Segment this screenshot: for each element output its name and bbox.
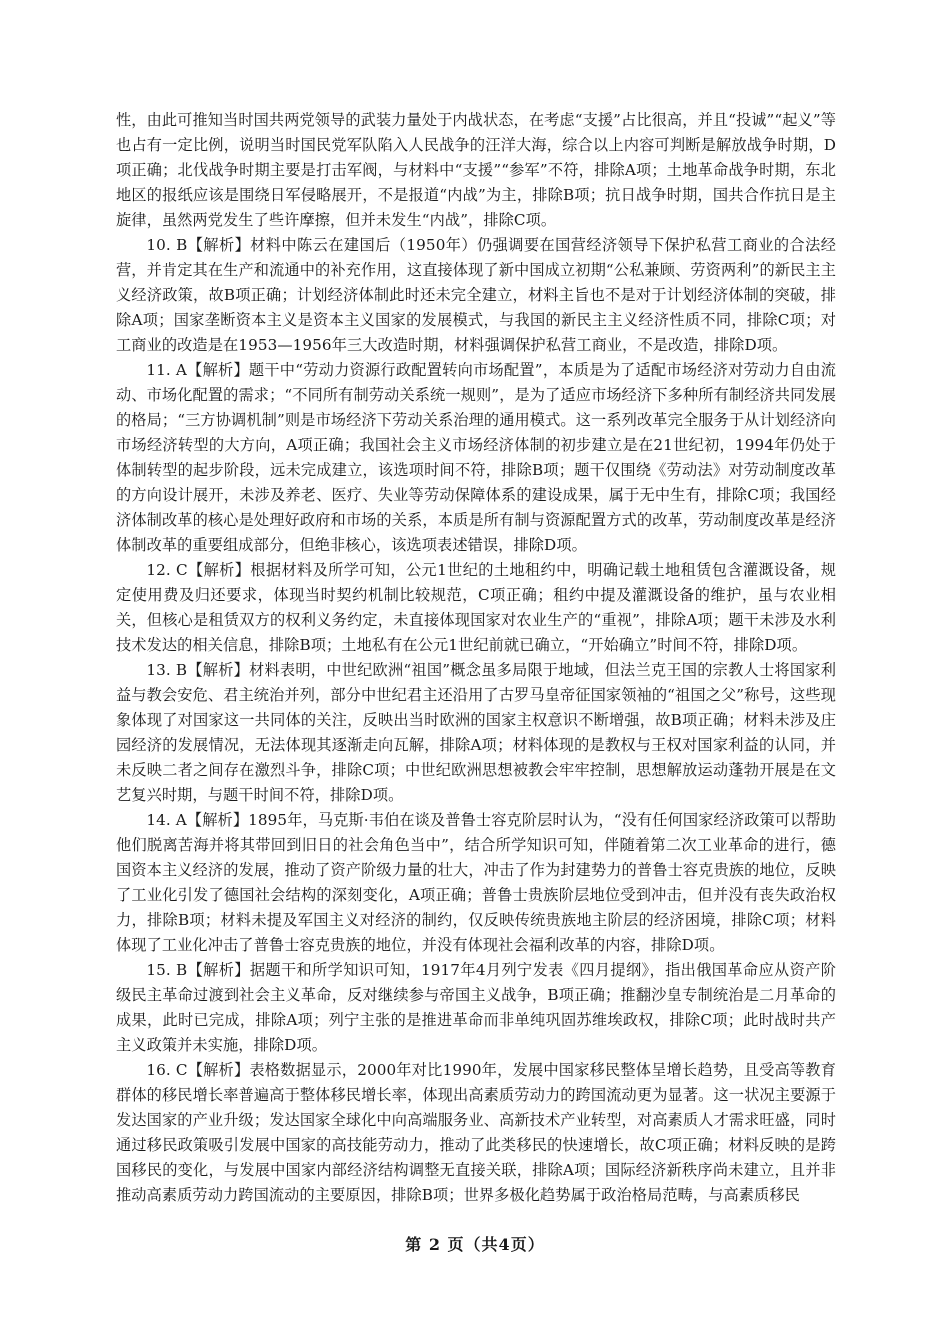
- paragraph-q14: 14. A【解析】1895年，马克斯·韦伯在谈及普鲁士容克阶层时认为，“没有任何国家经济政策可以帮助他们脱离苦海并将其带回到旧日的社会角色当中”，结合所学知识可知，伴随着第二次工业革命的进行，德国资本主义经济的发展，推动了资产阶级力量的壮大，冲击了作为封建势力的普鲁士容克贵族的地位，反映了工业化引发了德国社会结构的深刻变化，A项正确；普鲁士贵族阶层地位受到冲击，但并没有丧失政治权力，排除B项；材料未提及军国主义对经济的制约，仅反映传统贵族地主阶层的经济困境，排除C项；材料体现了工业化冲击了普鲁士容克贵族的地位，并没有体现社会福利改革的内容，排除D项。: [116, 811, 836, 954]
- paragraph-q16: 16. C【解析】表格数据显示，2000年对比1990年，发展中国家移民整体呈增长趋势，且受高等教育群体的移民增长率普遍高于整体移民增长率，体现出高素质劳动力的跨国流动更为显著。这一状况主要源于发达国家的产业升级；发达国家全球化中向高端服务业、高新技术产业转型，对高素质人才需求旺盛，同时通过移民政策吸引发展中国家的高技能劳动力，推动了此类移民的快速增长，故C项正确；材料反映的是跨国移民的变化，与发展中国家内部经济结构调整无直接关联，排除A项；国际经济新秩序尚未建立，且并非推动高素质劳动力跨国流动的主要原因，排除B项；世界多极化趋势属于政治格局范畴，与高素质移民: [116, 1061, 836, 1204]
- paragraph-q10: 10. B【解析】材料中陈云在建国后（1950年）仍强调要在国营经济领导下保护私营工商业的合法经营，并肯定其在生产和流通中的补充作用，这直接体现了新中国成立初期“公私兼顾、劳资两利”的新民主主义经济政策，故B项正确；计划经济体制此时还未完全建立，材料主旨也不是对于计划经济体制的突破，排除A项；国家垄断资本主义是资本主义国家的发展模式，与我国的新民主主义经济性质不同，排除C项；对工商业的改造是在1953—1956年三大改造时期，材料强调保护私营工商业，不是改造，排除D项。: [116, 236, 836, 354]
- paragraph-q12: 12. C【解析】根据材料及所学可知，公元1世纪的土地租约中，明确记载土地租赁包含灌溉设备，规定使用费及归还要求，体现当时契约机制比较规范，C项正确；租约中提及灌溉设备的维护，虽与农业相关，但核心是租赁双方的权利义务约定，未直接体现国家对农业生产的“重视”，排除A项；题干未涉及水利技术发达的相关信息，排除B项；土地私有在公元1世纪前就已确立，“开始确立”时间不符，排除D项。: [116, 561, 836, 654]
- paragraph-q9-continued: 性，由此可推知当时国共两党领导的武装力量处于内战状态，在考虑“支援”占比很高，并且“投诚”“起义”等也占有一定比例，说明当时国民党军队陷入人民战争的汪洋大海，综合以上内容可判断是解放战争时期，D项正确；北伐战争时期主要是打击军阀，与材料中“支援”“参军”不符，排除A项；土地革命战争时期，东北地区的报纸应该是围绕日军侵略展开，不是报道“内战”为主，排除B项；抗日战争时期，国共合作抗日是主旋律，虽然两党发生了些许摩擦，但并未发生“内战”，排除C项。: [116, 111, 836, 229]
- paragraph-q15: 15. B【解析】据题干和所学知识可知，1917年4月列宁发表《四月提纲》，指出俄国革命应从资产阶级民主革命过渡到社会主义革命，反对继续参与帝国主义战争，B项正确；推翻沙皇专制统治是二月革命的成果，此时已完成，排除A项；列宁主张的是推进革命而非单纯巩固苏维埃政权，排除C项；此时战时共产主义政策并未实施，排除D项。: [116, 961, 836, 1054]
- paragraph-q11: 11. A【解析】题干中“劳动力资源行政配置转向市场配置”，本质是为了适配市场经济对劳动力自由流动、市场化配置的需求；“不同所有制劳动关系统一规则”，是为了适应市场经济下多种所有制经济共同发展的格局；“三方协调机制”则是市场经济下劳动关系治理的通用模式。这一系列改革完全服务于从计划经济向市场经济转型的大方向，A项正确；我国社会主义市场经济体制的初步建立是在21世纪初，1994年仍处于体制转型的起步阶段，远未完成建立，该选项时间不符，排除B项；题干仅围绕《劳动法》对劳动制度改革的方向设计展开，未涉及养老、医疗、失业等劳动保障体系的建设成果，属于无中生有，排除C项；我国经济体制改革的核心是处理好政府和市场的关系，本质是所有制与资源配置方式的改革，劳动制度改革是经济体制改革的重要组成部分，但绝非核心，该选项表述错误，排除D项。: [116, 361, 836, 554]
- paragraph-q13: 13. B【解析】材料表明，中世纪欧洲“祖国”概念虽多局限于地域，但法兰克王国的宗教人士将国家利益与教会安危、君主统治并列，部分中世纪君主还沿用了古罗马皇帝征国家领袖的“祖国之父”称号，这些现象体现了对国家这一共同体的关注，反映出当时欧洲的国家主权意识不断增强，故B项正确；材料未涉及庄园经济的发展情况，无法体现其逐渐走向瓦解，排除A项；材料体现的是教权与王权对国家利益的认同，并未反映二者之间存在激烈斗争，排除C项；中世纪欧洲思想被教会牢牢控制，思想解放运动蓬勃开展是在文艺复兴时期，与题干时间不符，排除D项。: [116, 661, 836, 804]
- document-body: [116, 108, 836, 1208]
- page-number-footer: 第 2 页（共4页）: [405, 1235, 545, 1254]
